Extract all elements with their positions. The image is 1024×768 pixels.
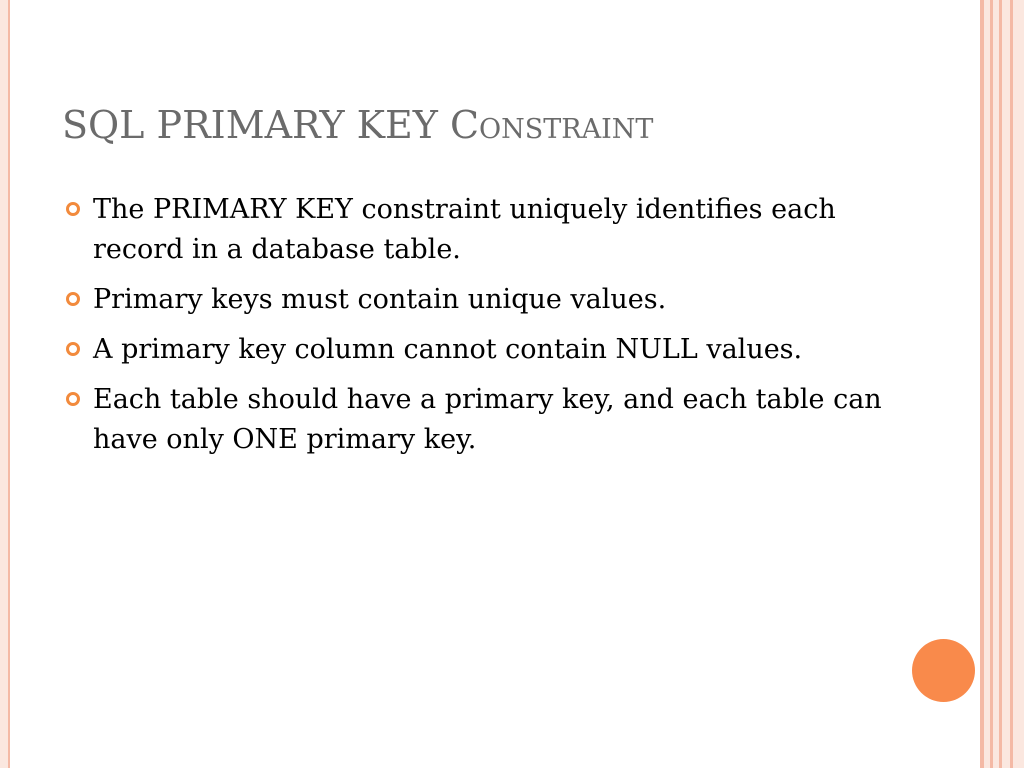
bullet-item bbox=[64, 280, 884, 320]
slide-title-main: SQL PRIMARY KEY C bbox=[62, 103, 480, 147]
slide-title bbox=[62, 103, 653, 147]
right-decorative-stripe bbox=[1013, 0, 1024, 768]
bullet-item bbox=[64, 190, 884, 270]
bullet-text: A primary key column cannot contain NULL values. bbox=[93, 334, 803, 365]
hollow-circle-bullet-icon bbox=[66, 392, 80, 406]
bullet-list bbox=[64, 190, 884, 470]
bullet-text: The PRIMARY KEY constraint uniquely identifies each record in a database table. bbox=[93, 194, 836, 265]
bullet-item bbox=[64, 330, 884, 370]
right-decorative-stripe bbox=[1002, 0, 1010, 768]
hollow-circle-bullet-icon bbox=[66, 342, 80, 356]
decorative-orange-circle-icon bbox=[912, 639, 975, 702]
hollow-circle-bullet-icon bbox=[66, 202, 80, 216]
bullet-text: Each table should have a primary key, and each table can have only ONE primary key. bbox=[93, 384, 882, 455]
slide-title-smallcaps: onstraint bbox=[479, 103, 654, 147]
bullet-text: Primary keys must contain unique values. bbox=[93, 284, 667, 315]
hollow-circle-bullet-icon bbox=[66, 292, 80, 306]
bullet-item bbox=[64, 380, 884, 460]
